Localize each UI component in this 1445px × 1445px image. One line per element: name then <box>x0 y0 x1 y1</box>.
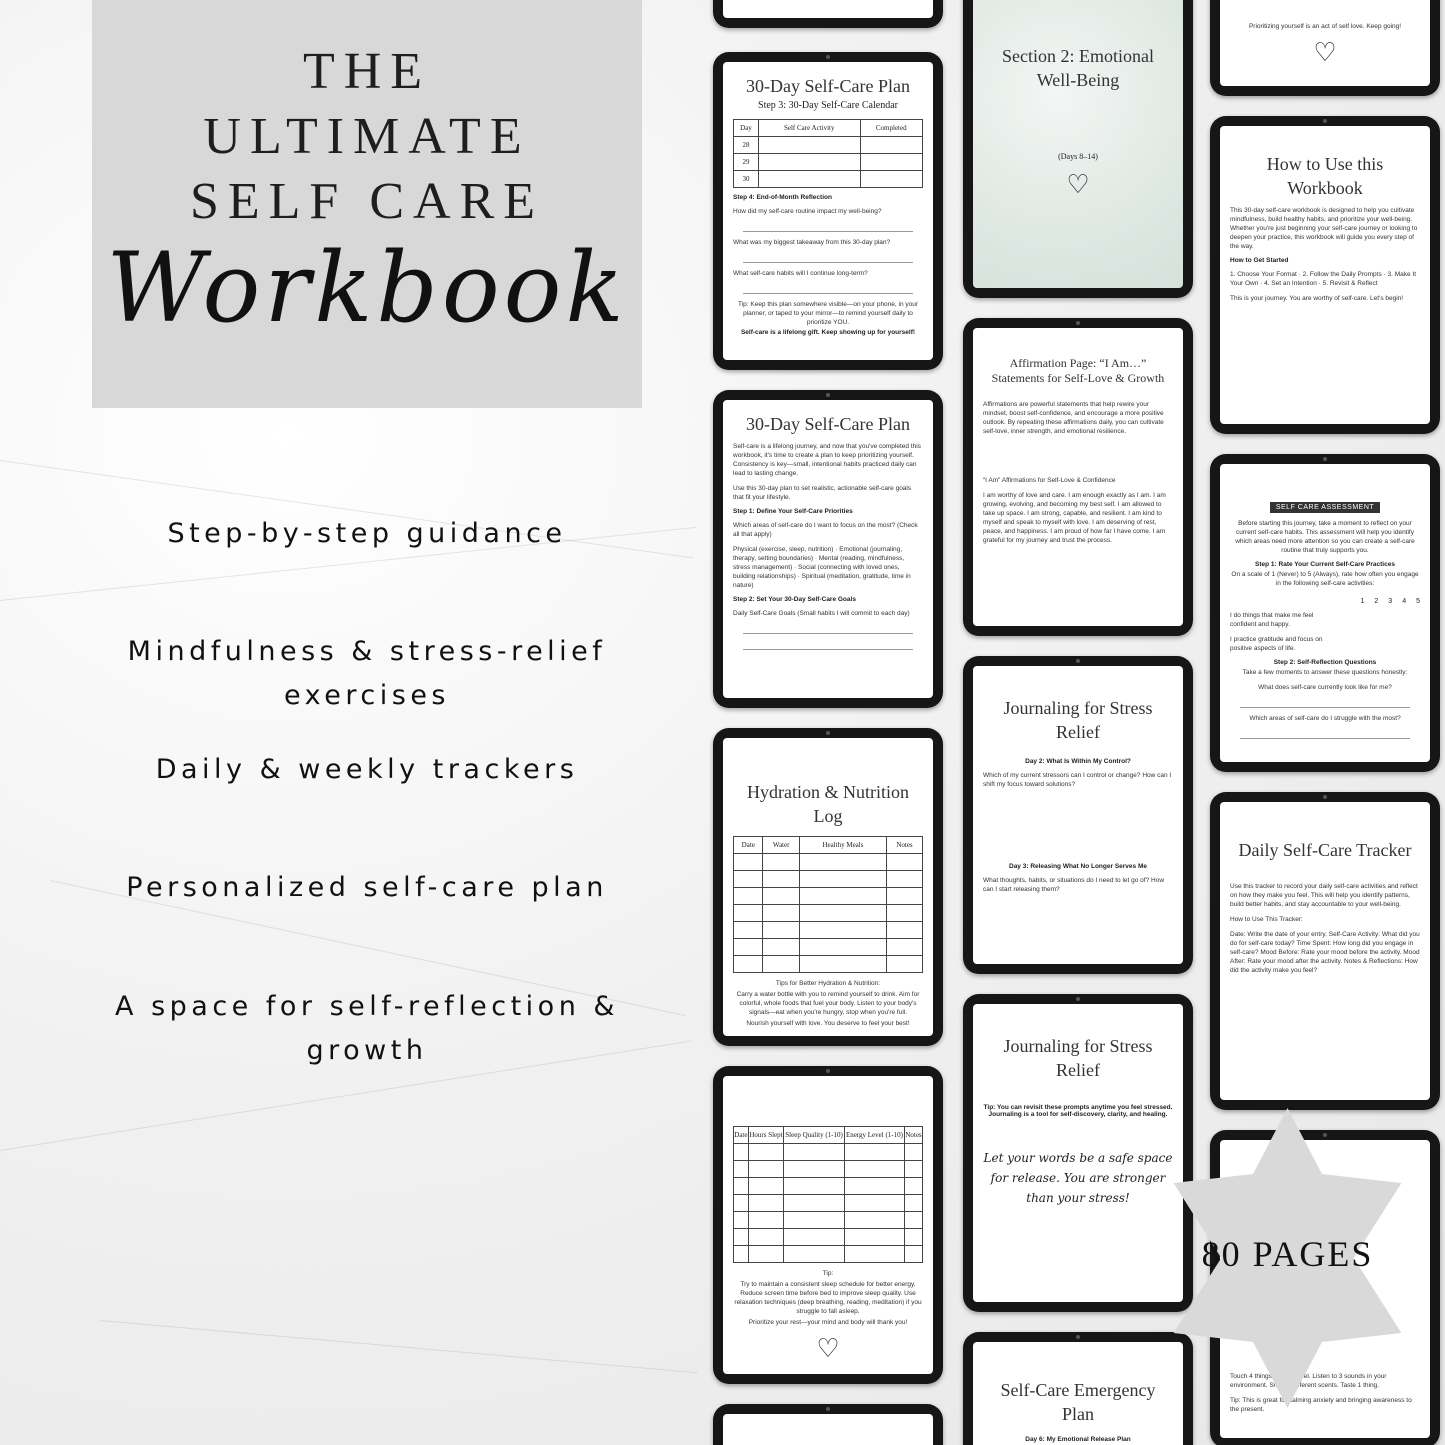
tablet-affirmation <box>963 318 1193 636</box>
body-text: Self-care is a lifelong journey, and now that you've completed this workbook, it's time to create a plan to keep prioritizing yourself. Consistency is key—small, intentional habits practiced daily can lead to lasting change. <box>733 443 921 477</box>
rating-scale <box>1230 598 1420 605</box>
tablet-screen <box>723 738 933 1036</box>
prompt: Which of my current stressors can I control or change? How can I shift my focus toward solutions? <box>983 772 1172 788</box>
section-heading: Day 2: What Is Within My Control? <box>1025 758 1131 765</box>
tablet-screen <box>1220 0 1430 86</box>
heart-icon: ♡ <box>1313 38 1337 67</box>
feature-4: Personalized self-care plan <box>126 872 608 903</box>
tablet <box>713 0 943 28</box>
table-header: Notes <box>887 837 923 854</box>
tablet-section2 <box>963 0 1193 298</box>
body-text: This 30-day self-care workbook is designed to help you cultivate mindfulness, build healthy habits, and prioritize your well-being. Whether you're just beginning your self-care journey or looking to deepen your practice, this workbook will guide you every step of the way. <box>1230 207 1418 250</box>
tablet-assessment <box>1210 454 1440 772</box>
closing-text: This is your journey. You are worthy of self-care. Let's begin! <box>1230 295 1404 302</box>
body-text: Before starting this journey, take a moment to reflect on your current self-care habits. This assessment will help you identify which areas need more attention so you can create a self-care routine that truly supports you. <box>1235 520 1415 554</box>
page-title: Section 2: Emotional Well-Being <box>1002 46 1154 90</box>
body-text: On a scale of 1 (Never) to 5 (Always), rate how often you engage in the following self-care activities: <box>1231 571 1419 587</box>
tips-title: Tips for Better Hydration & Nutrition: <box>775 980 881 987</box>
page-title: Journaling for Stress Relief <box>1003 698 1153 742</box>
closing-text: Self-care is a lifelong gift. Keep showing up for yourself! <box>740 329 916 336</box>
answer-line <box>1240 729 1410 739</box>
tablet-how-to <box>1210 116 1440 434</box>
tablet-screen <box>723 1076 933 1374</box>
table-header: Day <box>734 120 759 137</box>
feature-3: Daily & weekly trackers <box>155 754 579 785</box>
tablet-journal-1 <box>963 656 1193 974</box>
page-title: Hydration & Nutrition Log <box>747 782 909 826</box>
affirmation-list: I am worthy of love and care. I am enough exactly as I am. I am growing, evolving, and becoming my best self. I am allowed to take up space. I am strong, capable, and resilient. I am kind to myself and speak to myself with love. I am deserving of rest, peace, and happiness. I am proud of how far I have come. I am grateful for my journey and trust the process. <box>983 492 1166 544</box>
body-text: Prioritizing yourself is an act of self love. Keep going! <box>1248 23 1402 30</box>
tablet <box>713 1404 943 1445</box>
prompt: What does self-care currently look like for me? <box>1258 684 1392 691</box>
section-heading: Step 2: Self-Reflection Questions <box>1273 659 1377 666</box>
answer-line <box>743 284 913 294</box>
page-subtitle: (Days 8–14) <box>1058 152 1098 161</box>
tablet-screen <box>973 1342 1183 1445</box>
page-title: Daily Self-Care Tracker <box>1238 840 1412 860</box>
section-heading: Step 1: Define Your Self-Care Priorities <box>733 508 853 515</box>
page-title: Affirmation Page: “I Am…” Statements for Self-Love & Growth <box>991 356 1165 385</box>
page-subtitle: Step 3: 30-Day Self-Care Calendar <box>758 100 898 111</box>
tablet-plan-intro <box>713 390 943 708</box>
rating-number: 4 <box>1402 598 1407 605</box>
tracker-list: Date: Write the date of your entry. Self-Care Activity: What did you do for self-care today? Time Spent: How long did you engage in self-care? Mood Before: Rate your mood before the activity. Mood After: Rate your mood after the activity. Notes & Reflections: How did the activity make you feel? <box>1230 931 1420 974</box>
section-badge: SELF CARE ASSESSMENT <box>1270 502 1380 513</box>
title-line-1: THE <box>302 43 432 100</box>
body-text: Affirmations are powerful statements that help rewire your mindset, boost self-confidence, and encourage a more positive outlook. By repeating these affirmations daily, you can cultivate self-love, inner strength, and emotional resilience. <box>983 401 1164 435</box>
section-heading: Step 1: Rate Your Current Self-Care Practices <box>1255 561 1395 568</box>
heart-icon: ♡ <box>1066 170 1090 199</box>
assessment-item: I do things that make me feel confident and happy. <box>1230 612 1314 628</box>
pages-badge-label: 80 PAGES <box>1201 1234 1374 1274</box>
feature-2: Mindfulness & stress-relief exercises <box>127 636 607 711</box>
body-text: Take a few moments to answer these questions honestly: <box>1242 669 1408 676</box>
tablet-plan-calendar <box>713 52 943 370</box>
rating-number: 2 <box>1374 598 1379 605</box>
answer-line <box>743 624 913 634</box>
prompt: What self-care habits will I continue long-term? <box>733 270 868 277</box>
section-heading: How to Get Started <box>1230 257 1289 264</box>
sleep-table <box>733 1126 923 1263</box>
prompt: Which areas of self-care do I struggle with the most? <box>1249 715 1401 722</box>
page-title: Journaling for Stress Relief <box>1003 1036 1153 1080</box>
body-text: Use this tracker to record your daily self-care activities and reflect on how they make you feel. This will help you identify patterns, build better habits, and stay accountable to your well-being. <box>1230 883 1418 908</box>
table-cell: 29 <box>734 154 759 171</box>
steps-list: 1. Choose Your Format · 2. Follow the Daily Prompts · 3. Make It Your Own · 4. Set an Intention · 5. Revisit & Reflect <box>1230 271 1417 287</box>
prompt: Daily Self-Care Goals (Small habits I will commit to each day) <box>733 610 910 617</box>
answer-line <box>743 222 913 232</box>
answer-line <box>743 253 913 263</box>
heart-icon: ♡ <box>816 1334 840 1363</box>
marble-vein <box>100 1320 698 1373</box>
section-heading: How to Use This Tracker: <box>1230 916 1303 923</box>
tablet-screen <box>973 328 1183 626</box>
table-header: Completed <box>860 120 923 137</box>
quote: Let your words be a safe space for release. You are stronger than your stress! <box>983 1151 1173 1205</box>
tablet-screen <box>723 62 933 360</box>
tablet-screen <box>973 1004 1183 1302</box>
table-header: Notes <box>905 1127 923 1144</box>
tips-title: Tip: <box>822 1270 834 1277</box>
section-heading: “I Am” Affirmations for Self-Love & Confidence <box>983 477 1116 484</box>
title-line-3: SELF CARE <box>189 173 545 230</box>
body-text: Touch 4 things you can feel. Listen to 3 sounds in your environment. Smell 2 different scents. Taste 1 thing. <box>1230 1373 1387 1389</box>
tablet-screen <box>723 1414 933 1445</box>
tablet-emergency-plan <box>963 1332 1193 1445</box>
hydration-table <box>733 836 923 973</box>
tablet-top-right <box>1210 0 1440 96</box>
title-line-2: ULTIMATE <box>203 108 531 165</box>
table-cell: 28 <box>734 137 759 154</box>
rating-number: 3 <box>1388 598 1393 605</box>
table-header: Date <box>734 837 763 854</box>
tablet-sleep-log <box>713 1066 943 1384</box>
tip-text: Tip: This is great for calming anxiety and bringing awareness to the present. <box>1230 1397 1412 1413</box>
tablet-screen <box>1220 464 1430 762</box>
tablet-daily-tracker <box>1210 792 1440 1110</box>
page-title: 30-Day Self-Care Plan <box>746 76 910 96</box>
prompt: Which areas of self-care do I want to focus on the most? (Check all that apply) <box>733 522 918 538</box>
tablet-screen <box>1220 802 1430 1100</box>
prompt: What thoughts, habits, or situations do I need to let go of? How can I start releasing them? <box>983 877 1165 893</box>
rating-number: 1 <box>1360 598 1365 605</box>
assessment-item: I practice gratitude and focus on positive aspects of life. <box>1230 636 1323 652</box>
table-header: Hours Slept <box>748 1127 783 1144</box>
section-heading: Step 4: End-of-Month Reflection <box>733 194 832 201</box>
answer-line <box>1240 698 1410 708</box>
table-cell: 30 <box>734 171 759 188</box>
table-header: Water <box>763 837 799 854</box>
feature-1: Step-by-step guidance <box>167 518 567 549</box>
table-header: Sleep Quality (1-10) <box>784 1127 845 1144</box>
tip-text: Tip: You can revisit these prompts anytime you feel stressed. Journaling is a tool for self-discovery, clarity, and healing. <box>983 1104 1173 1118</box>
section-heading: Day 6: My Emotional Release Plan <box>1025 1436 1131 1443</box>
title-script: Workbook <box>106 232 628 344</box>
tablet-screen <box>973 666 1183 964</box>
page-title: How to Use this Workbook <box>1266 154 1384 198</box>
table-header: Self Care Activity <box>758 120 860 137</box>
title-panel <box>92 0 642 408</box>
tip-text: Tip: Keep this plan somewhere visible—on your phone, in your planner, or taped to your mirror—to remind yourself daily to prioritize YOU. <box>737 301 919 326</box>
prompt: How did my self-care routine impact my well-being? <box>733 208 882 215</box>
prompt: What was my biggest takeaway from this 30-day plan? <box>733 239 891 246</box>
table-header: Healthy Meals <box>799 837 886 854</box>
rating-number: 5 <box>1416 598 1420 605</box>
closing-text: Nourish yourself with love. You deserve to feel your best! <box>746 1020 910 1027</box>
page-title: Self-Care Emergency Plan <box>1000 1380 1156 1424</box>
answer-line <box>743 640 913 650</box>
section-heading: Step 2: Set Your 30-Day Self-Care Goals <box>733 596 856 603</box>
tablet-screen <box>723 0 933 18</box>
tablet-screen <box>1220 126 1430 424</box>
table-header: Energy Level (1-10) <box>844 1127 904 1144</box>
tips-text: Carry a water bottle with you to remind yourself to drink. Aim for colorful, whole foods that fuel your body. Listen to your body's signals—eat when you're hungry, stop when you're full. <box>736 991 920 1016</box>
tablet-screen <box>723 400 933 698</box>
table-header: Date <box>734 1127 749 1144</box>
body-text: Use this 30-day plan to set realistic, actionable self-care goals that fit your lifestyle. <box>733 485 912 501</box>
closing-text: Prioritize your rest—your mind and body will thank you! <box>748 1319 908 1326</box>
feature-5: A space for self-reflection & growth <box>115 991 619 1066</box>
checklist: Physical (exercise, sleep, nutrition) · Emotional (journaling, therapy, setting boundaries) · Mental (reading, mindfulness, stress management) · Social (connecting with loved ones, building relationships) · Spiritual (meditation, gratitude, time in nature) <box>733 546 911 589</box>
section-heading: Day 3: Releasing What No Longer Serves Me <box>1009 863 1147 870</box>
tips-text: Try to maintain a consistent sleep schedule for better energy. Reduce screen time before bed to improve sleep quality. Use relaxation techniques (deep breathing, reading, meditation) if you struggle to fall asleep. <box>734 1281 922 1315</box>
page-title: 30-Day Self-Care Plan <box>746 414 910 434</box>
tablet-screen <box>973 0 1183 288</box>
calendar-table <box>733 119 923 188</box>
tablet-hydration-log <box>713 728 943 1046</box>
